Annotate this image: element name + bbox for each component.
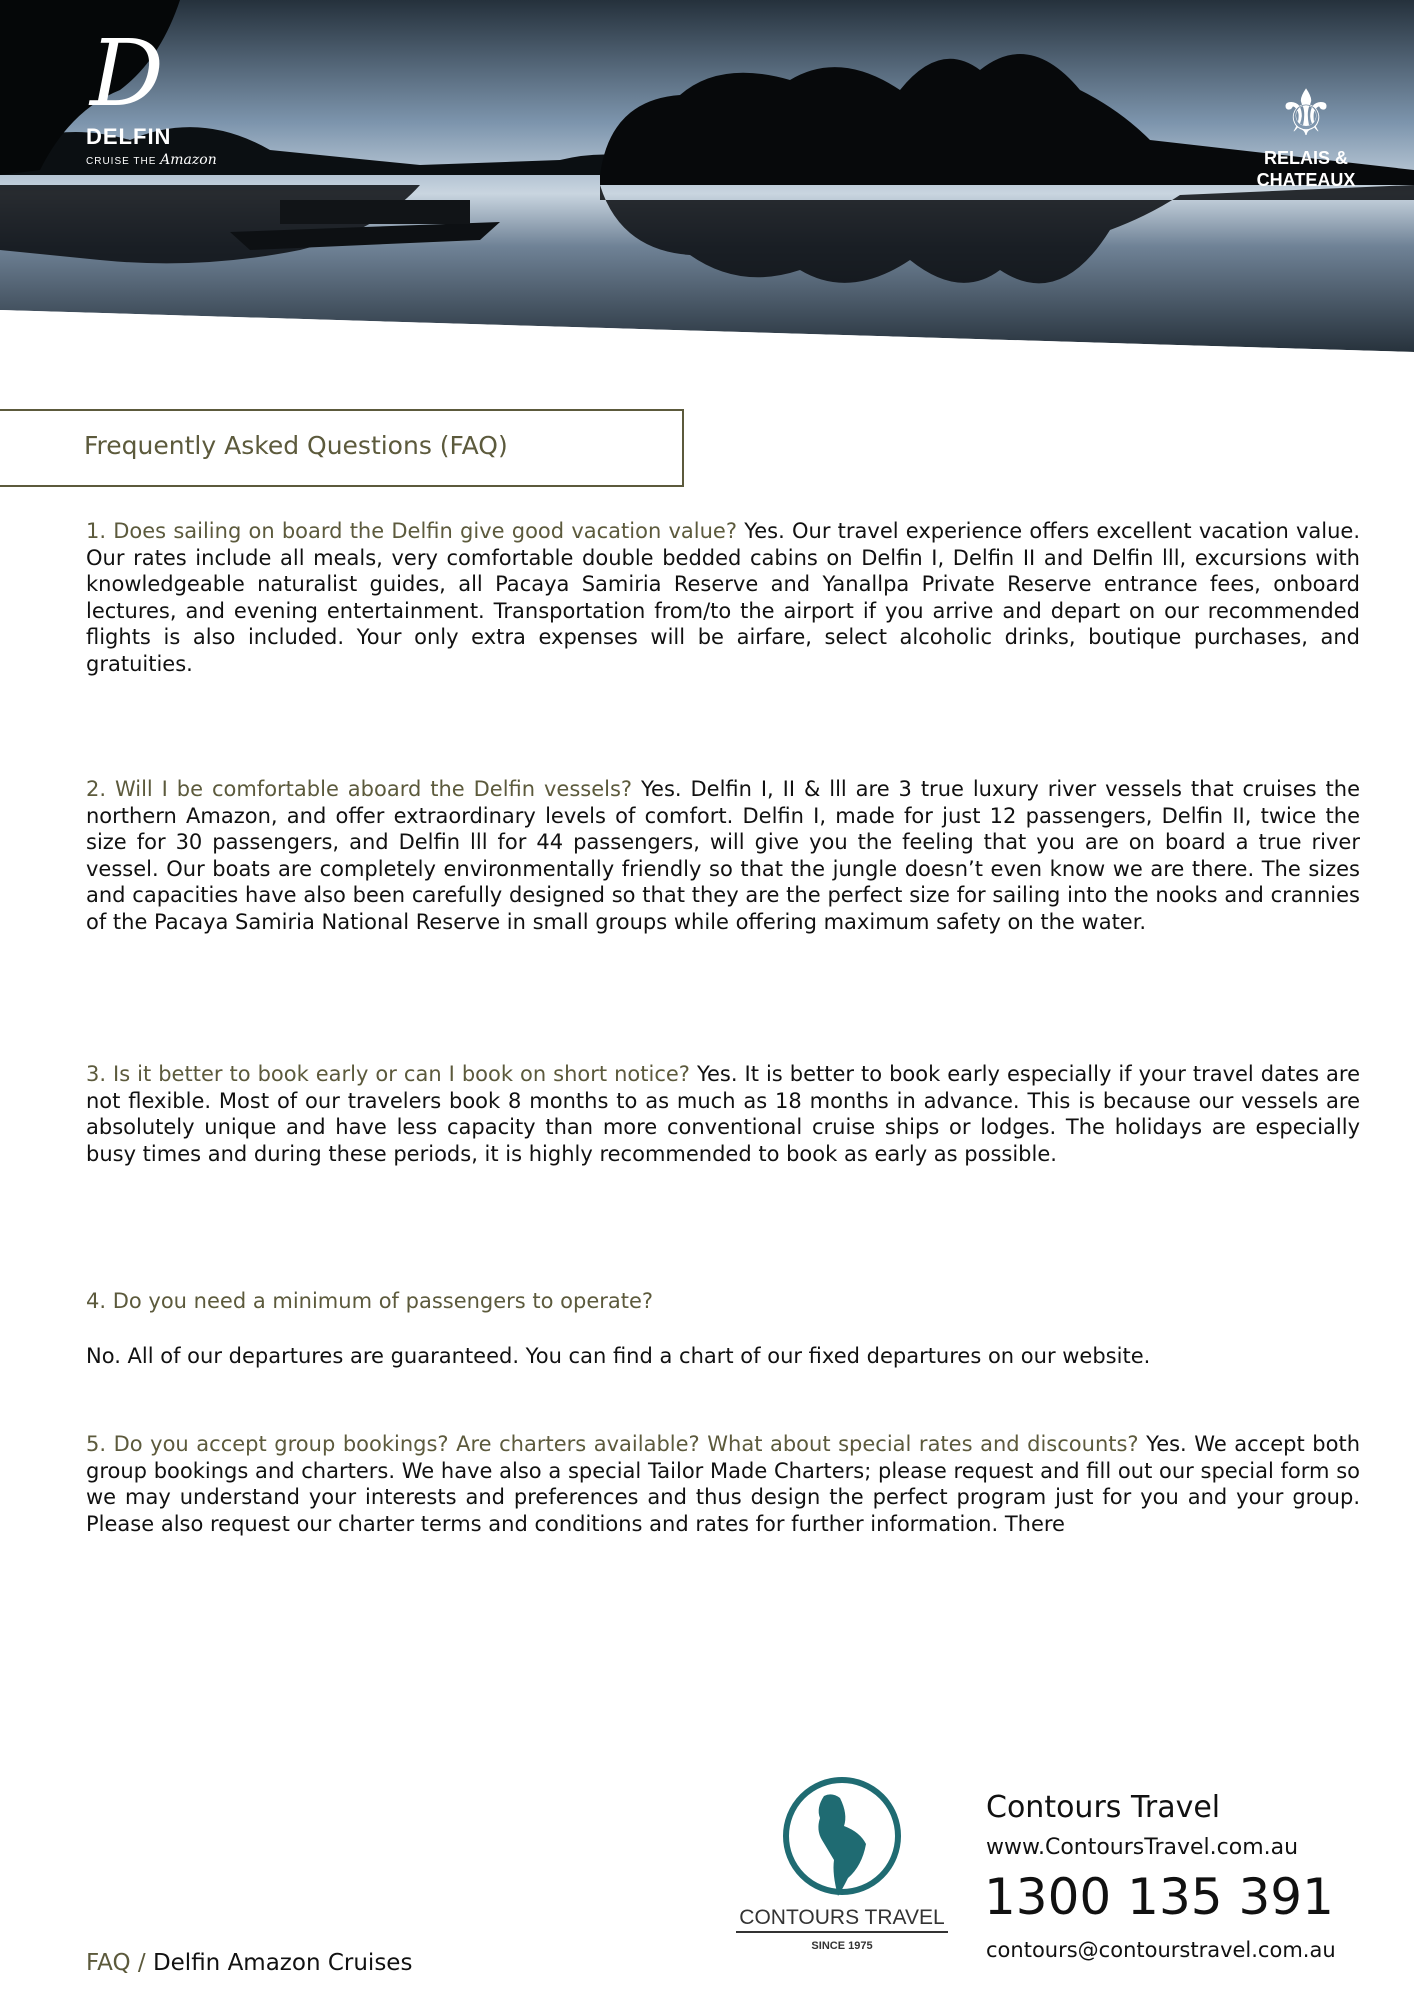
- footer-title: Delfin Amazon Cruises: [152, 1950, 413, 1976]
- faq-question: 2. Will I be comfortable aboard the Delfin vessels?: [86, 777, 633, 801]
- footer-section: FAQ /: [86, 1950, 146, 1976]
- delfin-monogram-icon: D: [90, 20, 164, 127]
- section-title-box: [0, 409, 684, 487]
- faq-item-2: [86, 776, 1360, 936]
- south-america-icon: [818, 1794, 866, 1896]
- faq-question: 4. Do you need a minimum of passengers to operate?: [86, 1289, 654, 1313]
- faq-answer: No. All of our departures are guaranteed. You can find a chart of our fixed departures on our website.: [86, 1344, 1151, 1368]
- relais-chateaux-line2: CHATEAUX: [1256, 170, 1356, 190]
- fleur-de-lis-icon: ⚜: [1277, 77, 1335, 151]
- contact-name: Contours Travel: [986, 1790, 1221, 1825]
- hero-banner: [0, 0, 1414, 360]
- faq-question: 1. Does sailing on board the Delfin give good vacation value?: [86, 519, 737, 543]
- faq-item-5: [86, 1431, 1360, 1564]
- delfin-logo: [86, 20, 256, 168]
- contact-phone: 1300 135 391: [984, 1868, 1334, 1926]
- faq-item-4-question: [86, 1288, 1360, 1315]
- faq-answer: Yes. It is better to book early especially if your travel dates are not flexible. Most of our travelers book 8 months to as much as 18 months in advance. This is because our vessels are absolutely unique and have less capacity than more conventional cruise ships or lodges. The holidays are especially busy times and during these periods, it is highly recommended to book as early as possible.: [86, 1062, 1360, 1166]
- faq-answer: Yes. We accept both group bookings and charters. We have also a special Tailor Made Charters; please request and fill out our special form so we may understand your interests and preferences and thus design the perfect program just for you and your group. Please also request our charter terms and conditions and rates for further information. There: [86, 1432, 1360, 1536]
- contours-travel-logo: [732, 1774, 952, 1954]
- faq-answer: Yes. Our travel experience offers excellent vacation value. Our rates include all meals, very comfortable double bedded cabins on Delfin I, Delfin II and Delfin lll, excursions with knowledgeable naturalist guides, all Pacaya Samiria Reserve and Yanallpa Private Reserve entrance fees, onboard lectures, and evening entertainment. Transportation from/to the airport if you arrive and depart on our recommended flights is also included. Your only extra expenses will be airfare, select alcoholic drinks, boutique purchases, and gratuities.: [86, 519, 1360, 676]
- relais-chateaux-logo: [1236, 77, 1376, 190]
- faq-question: 5. Do you accept group bookings? Are charters available? What about special rates and discounts?: [86, 1432, 1139, 1456]
- contact-website-link[interactable]: www.ContoursTravel.com.au: [986, 1835, 1299, 1860]
- contours-logo-since: SINCE 1975: [811, 1940, 873, 1952]
- relais-chateaux-line1: RELAIS &: [1263, 148, 1348, 168]
- page-title: Frequently Asked Questions (FAQ): [84, 431, 508, 460]
- faq-question: 3. Is it better to book early or can I book on short notice?: [86, 1062, 690, 1086]
- contact-email-link[interactable]: contours@contourstravel.com.au: [986, 1938, 1336, 1962]
- faq-item-1: [86, 518, 1360, 678]
- contours-logo-text: CONTOURS TRAVEL: [739, 1906, 945, 1929]
- footer: [86, 1950, 412, 1976]
- delfin-brand-name: DELFIN: [86, 124, 172, 149]
- faq-item-4-answer: [86, 1343, 1360, 1370]
- faq-answer: Yes. Delfin I, II & lll are 3 true luxury river vessels that cruises the northern Amazon, and offer extraordinary levels of comfort. Delfin I, made for just 12 passengers, Delfin II, twice the size for 30 passengers, and Delfin lll for 44 passengers, will give you the feeling that you are on board a true river vessel. Our boats are completely environmentally friendly so that the jungle doesn’t even know we are there. The sizes and capacities have also been carefully designed so that they are the perfect size for sailing into the nooks and crannies of the Pacaya Samiria National Reserve in small groups while offering maximum safety on the water.: [86, 777, 1360, 934]
- delfin-tagline: CRUISE THE Amazon: [86, 152, 217, 168]
- faq-item-3: [86, 1061, 1360, 1167]
